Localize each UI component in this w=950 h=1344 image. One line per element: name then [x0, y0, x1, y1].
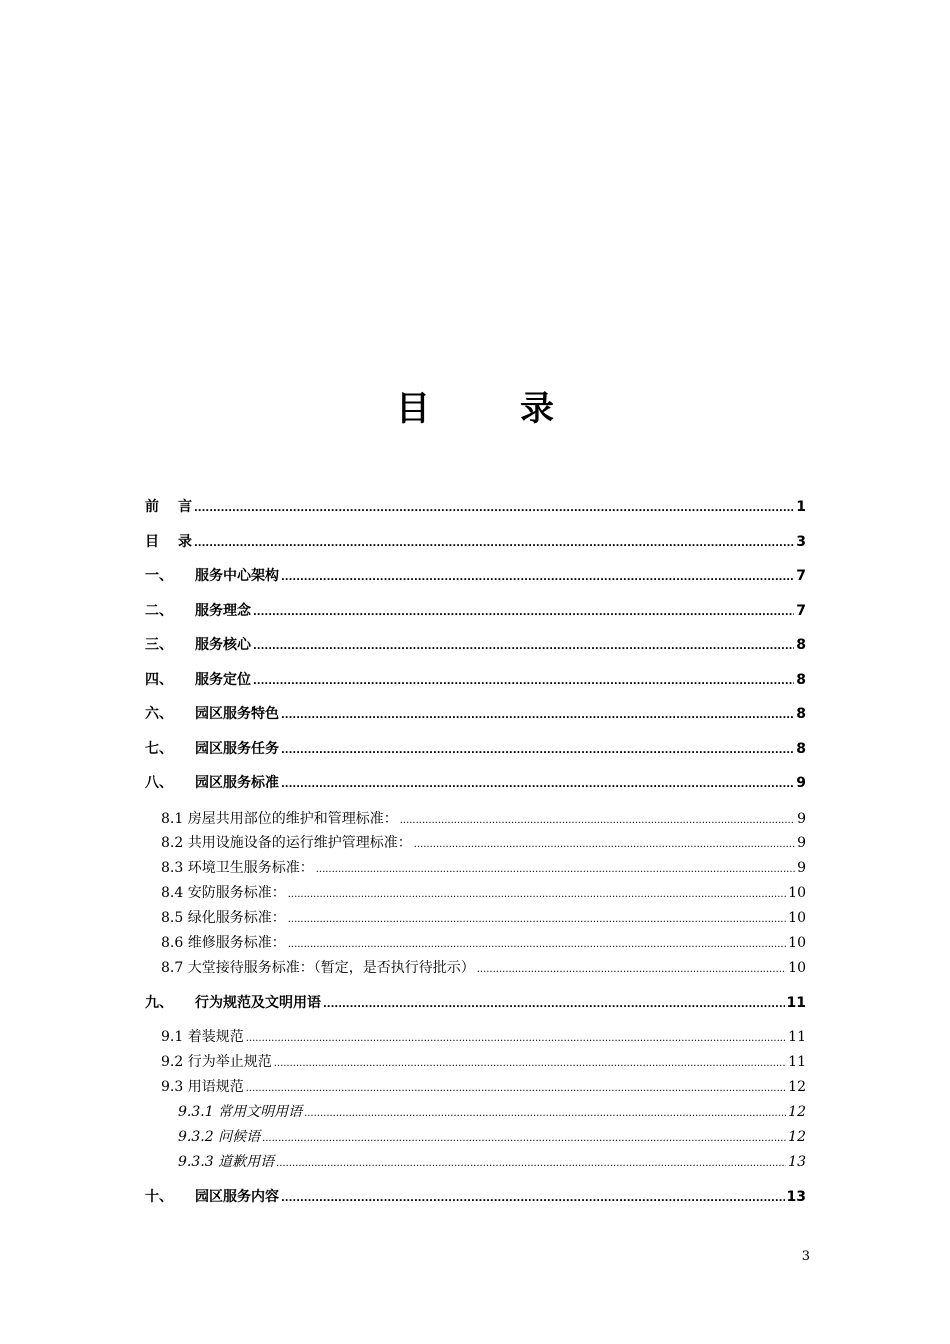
toc-entry-page: 8 [796, 740, 806, 757]
toc-subentry-8-2[interactable] [145, 831, 806, 856]
toc-entry-label: 行为规范及文明用语 [195, 994, 321, 1011]
toc-entry-chapter-10[interactable] [145, 1180, 806, 1215]
toc-entry-page: 10 [788, 934, 806, 951]
toc-entry-page: 11 [788, 1029, 806, 1046]
toc-entry-number: 三、 [145, 637, 173, 653]
toc-entry-label: 9.3.3 道歉用语 [178, 1150, 275, 1175]
dot-leader [194, 492, 794, 527]
toc-subentry-8-3[interactable] [145, 856, 806, 881]
toc-entry-label: 服务中心架构 [195, 568, 279, 584]
dot-leader [414, 833, 795, 858]
dot-leader [477, 958, 786, 983]
toc-entry-page: 8 [796, 671, 806, 688]
dot-leader [246, 1027, 786, 1052]
toc-entry-chapter-3[interactable] [145, 628, 806, 663]
toc-entry-label: 服务理念 [195, 602, 251, 619]
toc-entry-number: 四、 [145, 671, 173, 688]
page-title: 目 录 [396, 389, 582, 429]
toc-entry-label: 8.4 安防服务标准： [161, 881, 287, 906]
dot-leader [316, 858, 795, 883]
toc-entry-contents[interactable] [145, 525, 806, 560]
toc-entry-label: 园区服务特色 [195, 706, 279, 722]
toc-entry-number: 九、 [145, 994, 173, 1011]
toc-subentry-8-7[interactable] [145, 956, 806, 981]
toc-entry-preface[interactable] [145, 490, 806, 525]
toc-entry-label: 园区服务内容 [195, 1188, 279, 1205]
toc-entry-number: 七、 [145, 740, 173, 757]
toc-entry-number: 前 [145, 499, 159, 515]
toc-entry-page: 7 [796, 602, 806, 619]
toc-entry-page: 13 [788, 1153, 806, 1170]
toc-entry-label: 9.3 用语规范 [161, 1075, 245, 1100]
toc-entry-label: 8.2 共用设施设备的运行维护管理标准： [161, 831, 413, 856]
toc-entry-label: 9.1 着装规范 [161, 1025, 245, 1050]
toc-entry-label: 录 [178, 533, 192, 550]
toc-entry-label: 8.6 维修服务标准： [161, 931, 287, 956]
dot-leader [276, 1152, 786, 1177]
dot-leader [194, 527, 794, 562]
toc-entry-page: 9 [796, 775, 806, 791]
dot-leader [288, 933, 786, 958]
dot-leader [262, 1127, 786, 1152]
page-number: 3 [801, 1249, 810, 1264]
dot-leader [281, 734, 794, 769]
toc-entry-page: 13 [786, 1188, 806, 1205]
toc-entry-chapter-6[interactable] [145, 697, 806, 732]
toc-entry-number: 一、 [145, 568, 173, 584]
toc-subentry-8-5[interactable] [145, 906, 806, 931]
toc-entry-label: 8.5 绿化服务标准： [161, 906, 287, 931]
toc-entry-label: 9.2 行为举止规范 [161, 1050, 273, 1075]
toc-entry-page: 11 [788, 1054, 806, 1071]
toc-entry-page: 11 [786, 994, 806, 1011]
toc-entry-page: 7 [796, 568, 806, 584]
toc-entry-label: 9.3.2 问候语 [178, 1125, 261, 1150]
toc-entry-label: 园区服务任务 [195, 740, 279, 757]
toc-entry-page: 8 [796, 637, 806, 653]
toc-entry-page: 9 [797, 810, 806, 827]
toc-entry-page: 12 [788, 1128, 806, 1145]
toc-entry-label: 8.1 房屋共用部位的维护和管理标准： [161, 807, 399, 832]
toc-entry-chapter-9[interactable] [145, 986, 806, 1021]
toc-entry-page: 10 [788, 910, 806, 927]
toc-subentry-8-6[interactable] [145, 931, 806, 956]
toc-entry-number: 十、 [145, 1188, 173, 1205]
dot-leader [246, 1077, 786, 1102]
toc-subentry-8-4[interactable] [145, 881, 806, 906]
toc-entry-label: 8.7 大堂接待服务标准：（暂定，是否执行待批示） [161, 956, 476, 981]
toc-entry-label: 服务定位 [195, 671, 251, 688]
toc-subentry-9-2[interactable] [145, 1050, 806, 1075]
toc-entry-number: 二、 [145, 602, 173, 619]
toc-entry-page: 1 [796, 499, 806, 515]
dot-leader [253, 630, 794, 665]
toc-entry-page: 9 [797, 860, 806, 877]
toc-entry-label: 言 [178, 499, 192, 515]
toc-subentry-9-3-1[interactable] [145, 1100, 806, 1125]
dot-leader [253, 665, 794, 700]
dot-leader [400, 809, 795, 834]
toc-entry-number: 六、 [145, 706, 173, 722]
dot-leader [281, 561, 794, 596]
toc-entry-page: 12 [788, 1079, 806, 1096]
toc-entry-chapter-8[interactable] [145, 766, 806, 801]
toc-entry-number: 目 [145, 533, 159, 550]
dot-leader [288, 908, 786, 933]
toc-subentry-9-3-3[interactable] [145, 1150, 806, 1175]
toc-entry-page: 9 [797, 835, 806, 852]
toc-subentry-8-1[interactable] [145, 807, 806, 832]
toc-entry-chapter-4[interactable] [145, 663, 806, 698]
toc-entry-page: 10 [788, 959, 806, 976]
toc-entry-chapter-7[interactable] [145, 732, 806, 767]
toc-entry-page: 12 [788, 1103, 806, 1120]
toc-entry-label: 服务核心 [195, 637, 251, 653]
dot-leader [323, 988, 785, 1023]
toc-entry-number: 八、 [145, 775, 173, 791]
toc-entry-page: 8 [796, 706, 806, 722]
toc-entry-chapter-1[interactable] [145, 559, 806, 594]
toc-entry-page: 10 [788, 885, 806, 902]
dot-leader [281, 699, 794, 734]
dot-leader [253, 596, 794, 631]
dot-leader [281, 768, 794, 803]
dot-leader [288, 883, 786, 908]
dot-leader [281, 1182, 785, 1217]
dot-leader [304, 1102, 786, 1127]
toc-subentry-9-1[interactable] [145, 1025, 806, 1050]
toc-subentry-9-3-2[interactable] [145, 1125, 806, 1150]
toc-entry-chapter-2[interactable] [145, 594, 806, 629]
toc-entry-label: 9.3.1 常用文明用语 [178, 1100, 303, 1125]
toc-entry-label: 园区服务标准 [195, 775, 279, 791]
table-of-contents [145, 490, 806, 1214]
toc-subentry-9-3[interactable] [145, 1075, 806, 1100]
toc-entry-label: 8.3 环境卫生服务标准： [161, 856, 315, 881]
toc-entry-page: 3 [796, 533, 806, 550]
dot-leader [274, 1052, 786, 1077]
